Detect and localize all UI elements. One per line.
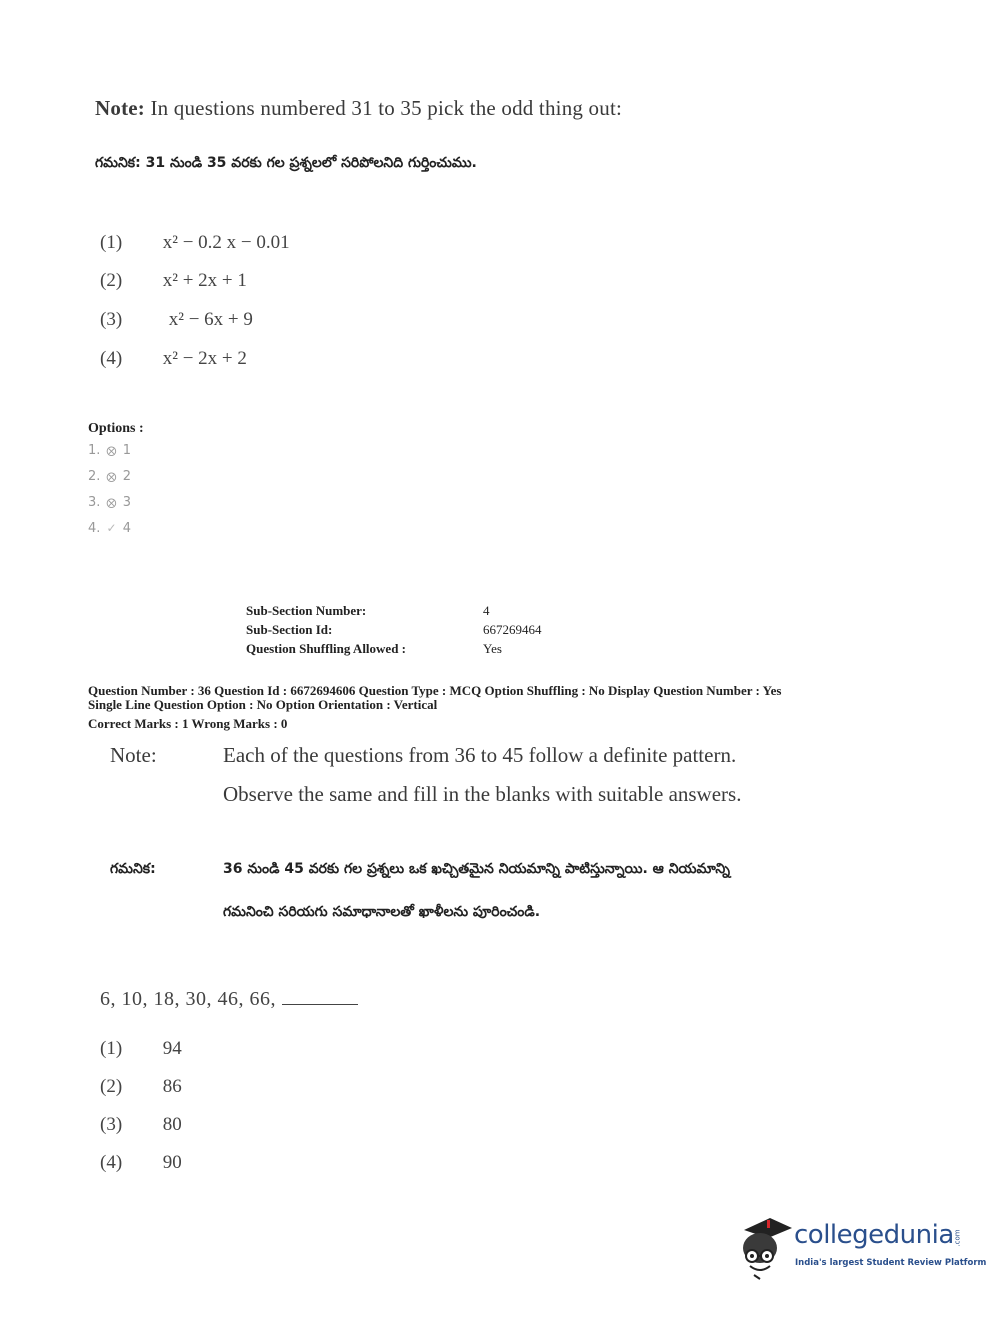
mascot-icon — [736, 1212, 794, 1282]
option-number: (3) — [100, 309, 123, 330]
note-36-45-line-1: Each of the questions from 36 to 45 follow a definite pattern. — [223, 743, 737, 767]
logo-tagline: India's largest Student Review Platform — [795, 1258, 987, 1268]
question-shuffling-label: Question Shuffling Allowed : — [246, 641, 407, 656]
q36-sequence — [100, 986, 358, 1011]
option-expression: x² − 0.2 x − 0.01 — [162, 232, 290, 253]
q35-option-2 — [100, 270, 247, 292]
cross-icon: ⨂ — [106, 446, 117, 457]
option-number: (4) — [100, 348, 123, 369]
option-expression: x² + 2x + 1 — [162, 270, 247, 291]
options-title: Options : — [88, 421, 144, 436]
answer-index: 3. — [88, 495, 101, 510]
option-value: 90 — [162, 1152, 182, 1173]
option-expression: x² − 6x + 9 — [168, 309, 253, 330]
collegedunia-logo — [736, 1212, 987, 1282]
answer-index: 2. — [88, 469, 101, 484]
option-number: (1) — [100, 1038, 123, 1059]
question-shuffling-value: Yes — [483, 641, 502, 656]
note-31-35 — [95, 96, 622, 121]
option-number: (4) — [100, 1152, 123, 1173]
q36-option-4 — [100, 1152, 182, 1174]
note-telugu: గమనిక: 31 నుండి 35 వరకు గల ప్రశ్నలలో సరిపోలనిది గుర్తించుము. — [95, 155, 477, 171]
answer-value: 2 — [122, 469, 131, 484]
note-label: Note: — [95, 96, 145, 120]
option-value: 94 — [162, 1038, 182, 1059]
note-text: In questions numbered 31 to 35 pick the odd thing out: — [150, 96, 623, 120]
telugu-note-label: గమనిక: — [110, 861, 156, 877]
option-value: 86 — [162, 1076, 182, 1097]
answer-value: 4 — [122, 521, 131, 536]
q36-option-1 — [100, 1038, 182, 1060]
answer-option-3 — [88, 495, 131, 510]
answer-option-2 — [88, 469, 131, 484]
answer-blank — [282, 986, 358, 1005]
logo-suffix: .com — [953, 1229, 962, 1247]
answer-index: 4. — [88, 521, 101, 536]
option-number: (2) — [100, 1076, 123, 1097]
cross-icon: ⨂ — [106, 498, 117, 509]
answer-value: 3 — [122, 495, 131, 510]
answer-index: 1. — [88, 443, 101, 458]
option-number: (1) — [100, 232, 123, 253]
question-info-line-1: Question Number : 36 Question Id : 6672694606 Question Type : MCQ Option Shuffling : No Display Question Number : Yes — [88, 683, 782, 698]
q36-option-2 — [100, 1076, 182, 1098]
cross-icon: ⨂ — [106, 472, 117, 483]
q36-option-3 — [100, 1114, 182, 1136]
subsection-id-label: Sub-Section Id: — [246, 622, 333, 637]
question-info-line-3: Correct Marks : 1 Wrong Marks : 0 — [88, 716, 288, 731]
option-expression: x² − 2x + 2 — [162, 348, 247, 369]
q35-option-1 — [100, 232, 290, 254]
note-36-45-line-2: Observe the same and fill in the blanks with suitable answers. — [223, 782, 742, 806]
question-info-line-2: Single Line Question Option : No Option Orientation : Vertical — [88, 697, 438, 712]
subsection-id-value: 667269464 — [483, 622, 542, 637]
check-icon: ✓ — [106, 521, 117, 535]
subsection-number-value: 4 — [483, 603, 490, 618]
answer-option-4 — [88, 521, 131, 536]
option-number: (2) — [100, 270, 123, 291]
answer-option-1 — [88, 443, 131, 458]
note-36-45-label: Note: — [110, 743, 157, 767]
sequence-text: 6, 10, 18, 30, 46, 66, — [100, 988, 276, 1010]
telugu-note-line-2: గమనించి సరియగు సమాధానాలతో ఖాళీలను పూరించండి. — [223, 904, 541, 920]
answer-value: 1 — [122, 443, 131, 458]
logo-name: collegedunia — [794, 1220, 954, 1250]
q35-option-4 — [100, 348, 247, 370]
telugu-note-line-1: 36 నుండి 45 వరకు గల ప్రశ్నలు ఒక ఖచ్చితమైన నియమాన్ని పాటిస్తున్నాయి. ఆ నియమాన్ని — [223, 861, 731, 877]
subsection-number-label: Sub-Section Number: — [246, 603, 367, 618]
option-value: 80 — [162, 1114, 182, 1135]
q35-option-3 — [100, 309, 253, 331]
option-number: (3) — [100, 1114, 123, 1135]
